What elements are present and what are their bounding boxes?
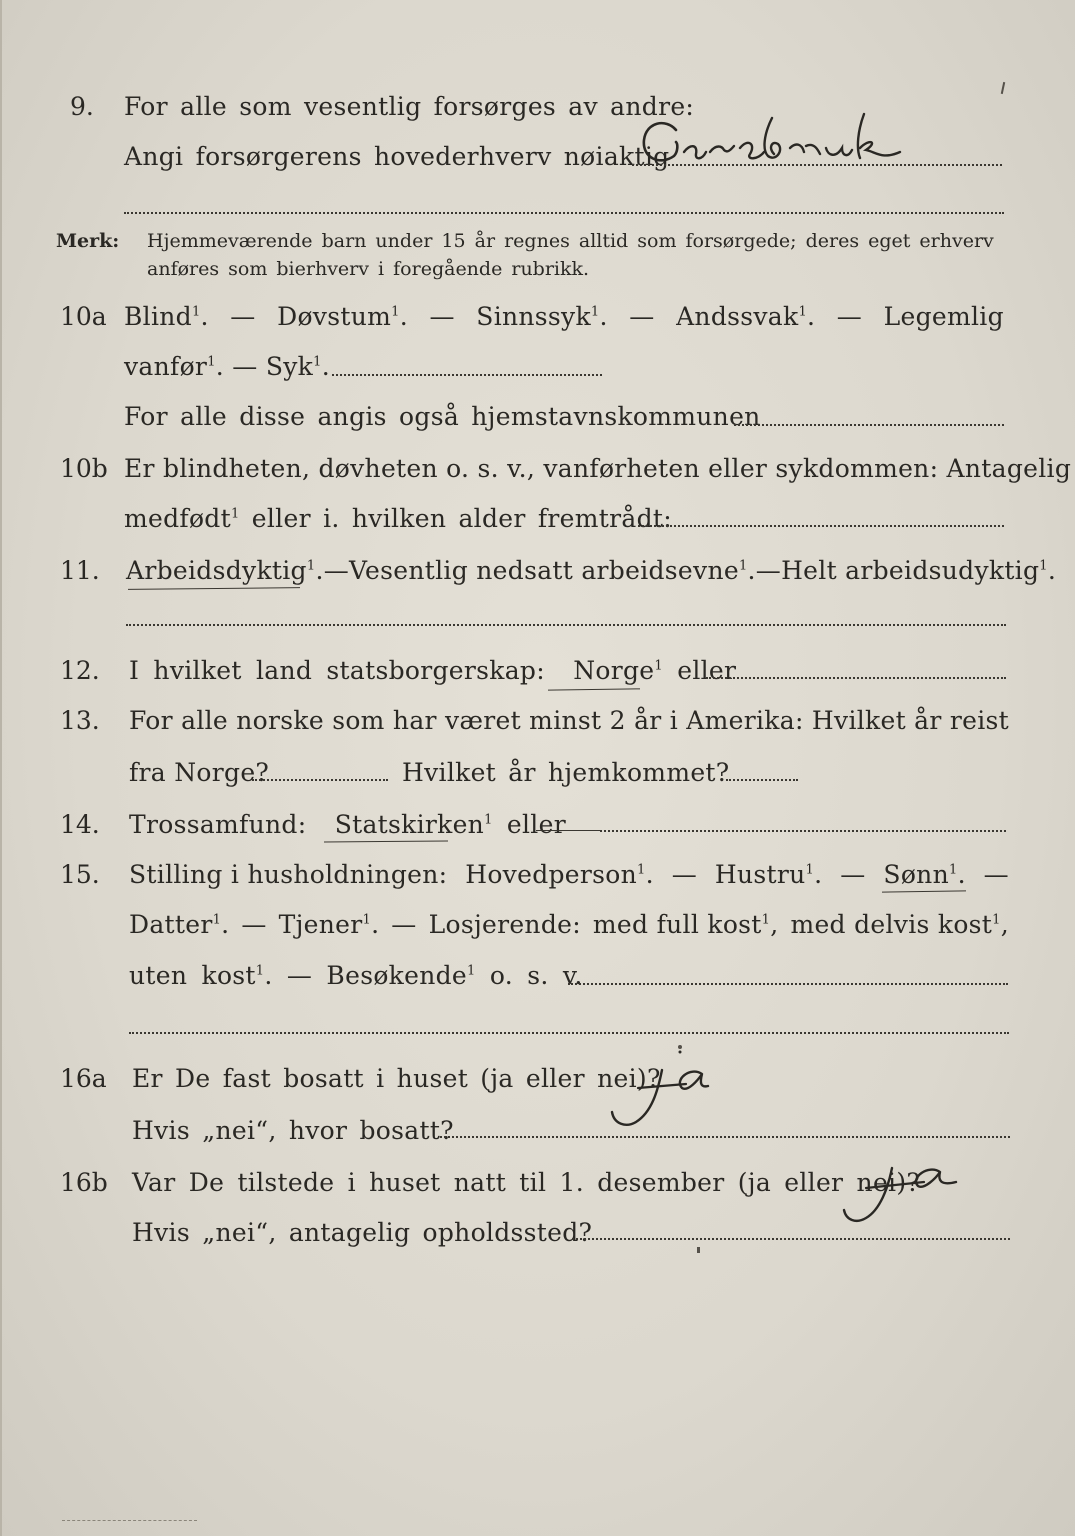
q15-line3: uten kost$^1$. — Besøkende$^1$ o. s. v. [129,961,583,990]
merk-label: Merk: [56,230,120,252]
opt-arbeidsdyktig[interactable]: Arbeidsdyktig$^1$. [126,556,324,585]
opt-sinnssyk[interactable]: Sinnssyk$^1$. [476,302,608,331]
opt-datter[interactable]: Datter$^1$. [129,910,230,939]
q10a-line1: Blind$^1$. — Døvstum$^1$. — Sinnssyk$^1$. — Andssvak$^1$. — Legemlig [124,302,1004,331]
q15-line1: Stilling i husholdningen: Hovedperson$^1$. — Hustru$^1$. — Sønn$^1$. — [129,860,1009,889]
q10a-number: 10a [60,302,107,331]
handwriting-ja-icon [602,1050,732,1130]
q16a-line1: Er De fast bosatt i huset (ja eller nei)? [132,1064,661,1093]
q11-line: Arbeidsdyktig$^1$. — Vesentlig nedsatt arbeidsevne$^1$. — Helt arbeidsudyktig$^1$. [126,556,1057,585]
opt-norge[interactable]: Norge$^1$ [573,656,663,685]
opt-legemlig[interactable]: Legemlig [883,302,1004,331]
q16a-bosatt-line [440,1136,1010,1138]
q15-line2: Datter$^1$. — Tjener$^1$. — Losjerende: med full kost$^1$, med delvis kost$^1$, [129,910,1009,939]
q14-solid-line [536,830,600,831]
q10a-hjemstavn-line [734,424,1004,426]
bleed-through-mark [62,1520,197,1521]
q11-underline-mark [128,587,300,590]
q16b-opholdssted-line [572,1238,1010,1240]
q14-eller-line [600,830,1006,832]
q9-handwritten-answer[interactable] [638,108,938,178]
q16b-handwritten-answer[interactable] [836,1156,976,1236]
opt-tjener[interactable]: Tjener$^1$. [278,910,380,939]
q10b-line1: Er blindheten, døvheten o. s. v., vanførheten eller sykdommen: Antagelig [124,454,1072,483]
q11-number: 11. [60,556,100,585]
q13-line2a: fra Norge? [129,758,270,787]
handwriting-gardsbruk-icon [638,108,938,178]
q9-extra-line [124,212,1004,214]
q15-osv-line [568,983,1008,985]
stray-dot [697,1247,700,1253]
opt-hovedperson[interactable]: Hovedperson$^1$. [465,860,654,889]
q16b-line1: Var De tilstede i huset natt til 1. desember (ja eller nei)? [132,1168,921,1197]
q16b-number: 16b [60,1168,108,1197]
stray-mark [1001,82,1005,94]
q10a-line3: For alle disse angis også hjemstavnskommunen [124,402,761,431]
q14-underline-mark [324,840,448,842]
q12-eller-line [706,677,1006,679]
q14-number: 14. [60,810,100,839]
stray-dot [678,1045,682,1049]
opt-blind[interactable]: Blind$^1$. [124,302,209,331]
opt-nedsatt[interactable]: Vesentlig nedsatt arbeidsevne$^1$. [349,556,756,585]
q11-extra-line [126,624,1006,626]
q16a-line2: Hvis „nei“, hvor bosatt? [132,1116,454,1145]
q9-line1: For alle som vesentlig forsørges av andre: [124,92,695,121]
opt-statskirken[interactable]: Statskirken$^1$ [334,810,493,839]
q13-reist-line [252,779,388,781]
q9-line2: Angi forsørgerens hovederhverv nøiaktig [124,142,670,171]
q13-line2b: Hvilket år hjemkommet? [402,758,730,787]
merk-line1: Hjemmeværende barn under 15 år regnes alltid som forsørgede; deres eget erhverv [147,230,994,252]
q12-line: I hvilket land statsborgerskap: Norge$^1$ eller [129,656,737,685]
opt-udyktig[interactable]: Helt arbeidsudyktig$^1$. [781,556,1057,585]
q10b-alder-line [638,525,1004,527]
q16a-handwritten-answer[interactable] [602,1050,732,1130]
q13-line1: For alle norske som har været minst 2 år i Amerika: Hvilket år reist [129,706,1010,735]
opt-full-kost[interactable]: med full kost$^1$, [592,910,779,939]
opt-sonn[interactable]: Sønn$^1$. [883,860,966,889]
q10a-line2: vanfør$^1$. — Syk$^1$. [124,352,330,381]
q13-number: 13. [60,706,100,735]
merk-line2: anføres som bierhverv i foregående rubrikk. [147,258,590,280]
q9-number: 9. [70,92,94,121]
opt-besokende[interactable]: Besøkende$^1$ [326,961,476,990]
q13-hjemkommet-line [726,779,798,781]
opt-dovstum[interactable]: Døvstum$^1$. [277,302,408,331]
q10a-syk-line [332,374,602,376]
q15-sonn-underline-mark [882,890,966,892]
q15-extra-line [129,1032,1009,1034]
q10b-number: 10b [60,454,108,483]
opt-andssvak[interactable]: Andssvak$^1$. [676,302,816,331]
opt-vanfor[interactable]: vanfør$^1$. [124,352,225,381]
q15-number: 15. [60,860,100,889]
q16a-number: 16a [60,1064,107,1093]
q12-number: 12. [60,656,100,685]
q14-line: Trossamfund: Statskirken$^1$ eller [129,810,566,839]
opt-uten-kost[interactable]: uten kost$^1$. [129,961,273,990]
q10b-line2: medfødt$^1$ eller i. hvilken alder fremtrådt: [124,504,672,533]
opt-delvis-kost[interactable]: med delvis kost$^1$, [790,910,1009,939]
q16b-line2: Hvis „nei“, antagelig opholdssted? [132,1218,593,1247]
opt-hustru[interactable]: Hustru$^1$. [714,860,823,889]
handwriting-ja-icon [836,1156,976,1236]
opt-syk[interactable]: Syk$^1$. [265,352,330,381]
q12-underline-mark [548,688,640,690]
